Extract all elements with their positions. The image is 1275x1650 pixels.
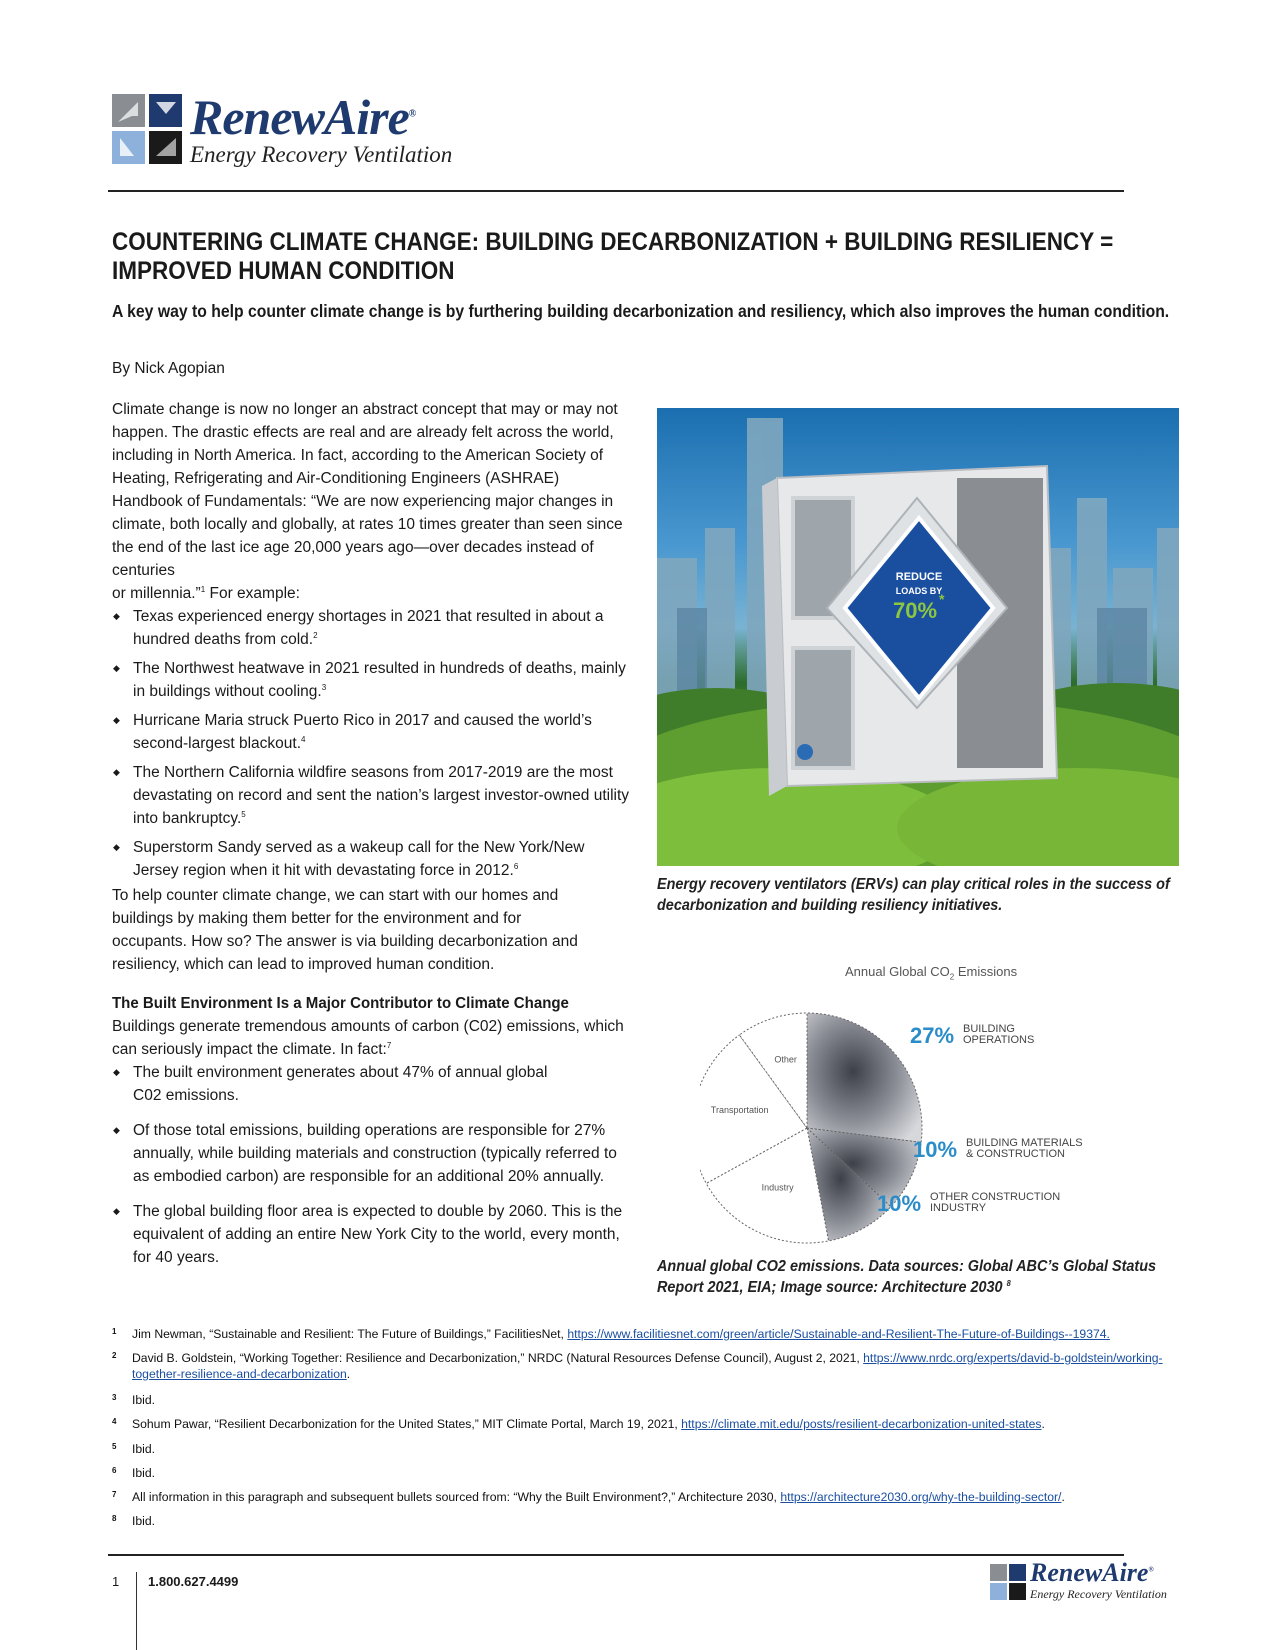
footnote: 3 Ibid. [112, 1393, 156, 1407]
list-item: ◆ The Northwest heatwave in 2021 resulted in hundreds of deaths, mainly in buildings without cooling.$^3$ [112, 657, 632, 703]
footnote: 6 Ibid. [112, 1466, 156, 1480]
footnote: 5 Ibid. [112, 1442, 156, 1456]
pie-category-label: BUILDING [963, 1023, 1015, 1035]
footnote-link[interactable]: https://www.nrdc.org/experts/david-b-goldstein/working-together-resilience-and-decarbonization [132, 1351, 1163, 1381]
erv-photo [657, 408, 1179, 866]
list-item: ◆ The Northern California wildfire seasons from 2017-2019 are the most devastating on record and sent the nation’s largest investor-owned utility into bankruptcy.$^5$ [112, 761, 632, 830]
article-subtitle: A key way to help counter climate change is by furthering building decarbonization and resiliency, which also improves the human condition. [112, 301, 1170, 321]
logo-tagline: Energy Recovery Ventilation [190, 142, 453, 167]
badge-line1: REDUCE [895, 571, 943, 583]
logo-mark-icon [990, 1564, 1026, 1600]
intro-paragraph: Climate change is now no longer an abstract concept that may or may not happen. The drastic effects are real and are already felt across the world, including in North America. In fact, according to the American Society of Heating, Refrigerating and Air-Conditioning Engineers (ASHRAE) Handbook of Fundamentals: “We are now experiencing major changes in climate, both locally and globally, at rates 10 times greater than seen since the end of the last ice age 20,000 years ago—over decades instead of centuries or millennia.”$^1$ For example: [112, 401, 623, 602]
badge-line2: LOADS BY [895, 586, 943, 596]
page-number: 1 [112, 1574, 120, 1589]
pie-category-label: & CONSTRUCTION [966, 1148, 1065, 1160]
facts-list [112, 1061, 632, 1269]
badge-star: * [939, 591, 945, 607]
header-divider [108, 190, 1124, 192]
pie-category-label: BUILDING MATERIALS [966, 1137, 1083, 1149]
logo-wordmark: RenewAire® [1030, 1558, 1154, 1587]
pie-category-label: OTHER CONSTRUCTION [930, 1191, 1061, 1203]
pie-value-label: 27% [910, 1023, 955, 1048]
pie-category-label: Industry [761, 1182, 794, 1193]
footnote: 8 Ibid. [112, 1514, 156, 1528]
pie-category-label: Transportation [710, 1104, 769, 1115]
article-title: COUNTERING CLIMATE CHANGE: BUILDING DECARBONIZATION + BUILDING RESILIENCY = IMPROVED HUMAN CONDITION [112, 228, 1114, 285]
pie-value-label: 10% [913, 1137, 958, 1162]
examples-list [112, 605, 632, 882]
list-item: ◆ Texas experienced energy shortages in 2021 that resulted in about a hundred deaths from cold.$^2$ [112, 605, 632, 651]
figure1-caption: Energy recovery ventilators (ERVs) can play critical roles in the success of decarbonization and building resiliency initiatives. [657, 876, 1170, 914]
footnote-link[interactable]: https://www.facilitiesnet.com/green/article/Sustainable-and-Resilient-The-Future-of-Buildings--19374. [567, 1327, 1110, 1341]
footnote: 7 All information in this paragraph and subsequent bullets sourced from: “Why the Built Environment?,” Architecture 2030, https://architecture2030.org/why-the-building-sector/. [112, 1490, 1065, 1504]
logo-mark-icon [112, 94, 182, 164]
list-item: ◆ The built environment generates about 47% of annual global C02 emissions. [112, 1061, 553, 1107]
erv-illustration [657, 408, 1179, 866]
section-intro: Buildings generate tremendous amounts of carbon (C02) emissions, which can seriously impact the climate. In fact:$^7$ [112, 1018, 624, 1058]
left-column [112, 398, 632, 1275]
byline: By Nick Agopian [112, 360, 225, 377]
section-heading: The Built Environment Is a Major Contributor to Climate Change [112, 995, 569, 1012]
footnote: 4 Sohum Pawar, “Resilient Decarbonization for the United States,” MIT Climate Portal, March 19, 2021, https://climate.mit.edu/posts/resilient-decarbonization-united-states. [112, 1417, 1045, 1431]
phone-number: 1.800.627.4499 [148, 1574, 239, 1589]
footer-logo [990, 1560, 1190, 1604]
list-item: ◆ Of those total emissions, building operations are responsible for 27% annually, while building materials and construction (typically referred to as embodied carbon) are responsible for an additional 20% annually. [112, 1119, 632, 1188]
list-item: ◆ The global building floor area is expected to double by 2060. This is the equivalent of adding an entire New York City to the world, every month, for 40 years. [112, 1200, 633, 1269]
footnote-link[interactable]: https://climate.mit.edu/posts/resilient-decarbonization-united-states [681, 1417, 1042, 1431]
pie-category-label: INDUSTRY [930, 1202, 987, 1214]
list-item: ◆ Superstorm Sandy served as a wakeup call for the New York/New Jersey region when it hit with devastating force in 2012.$^6$ [112, 836, 632, 882]
chart-caption: Annual global CO2 emissions. Data sources: Global ABC’s Global Status Report 2021, EIA; Image source: Architecture 2030 $^8$ [657, 1258, 1157, 1296]
footnote-link[interactable]: https://architecture2030.org/why-the-building-sector/ [780, 1490, 1062, 1504]
pie-category-label: Other [774, 1054, 797, 1065]
pie-slice-building-operations [807, 1013, 922, 1142]
logo-wordmark: RenewAire® [190, 89, 416, 145]
badge-value: 70% [892, 598, 938, 623]
chart-title: Annual Global $CO_2$ Emissions [845, 964, 1018, 982]
footnote: 2 David B. Goldstein, “Working Together: Resilience and Decarbonization,” NRDC (Natural Resources Defense Council), August 2, 2021, https://www.nrdc.org/experts/david-b-goldstein/working-together-resilience-and-decarbonization. [112, 1351, 1163, 1381]
list-item: ◆ Hurricane Maria struck Puerto Rico in 2017 and caused the world’s second-largest blackout.$^4$ [112, 709, 632, 755]
brand-logo [112, 89, 512, 172]
counter-paragraph: To help counter climate change, we can start with our homes and buildings by making them better for the environment and for occupants. How so? The answer is via building decarbonization and resiliency, which can lead to improved human condition. [112, 887, 578, 973]
pie-value-label: 10% [877, 1191, 922, 1216]
emissions-pie-chart [700, 985, 1200, 1255]
footer-divider [108, 1554, 1124, 1556]
footer-separator [136, 1572, 137, 1650]
logo-tagline: Energy Recovery Ventilation [1030, 1587, 1167, 1601]
pie-category-label: OPERATIONS [963, 1034, 1035, 1046]
footnote: 1 Jim Newman, “Sustainable and Resilient: The Future of Buildings,” FacilitiesNet, https://www.facilitiesnet.com/green/article/Sustainable-and-Resilient-The-Future-of-Buildings--19374. [112, 1327, 1110, 1341]
